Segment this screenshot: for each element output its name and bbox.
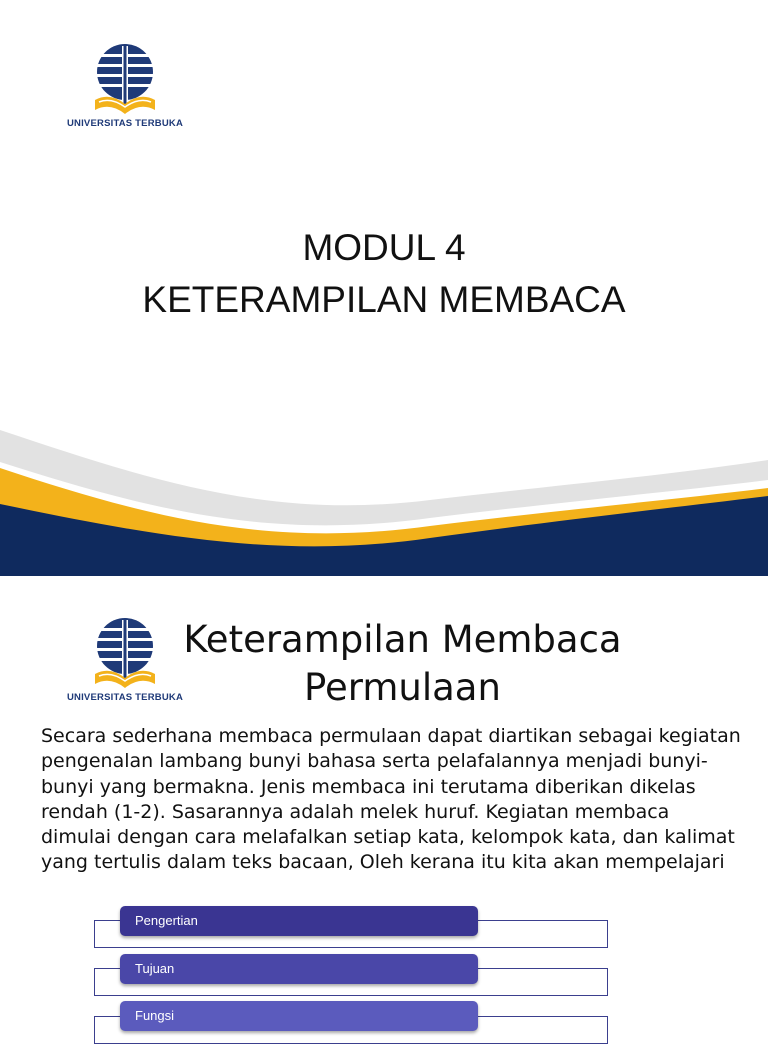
content-title: Keterampilan Membaca Permulaan — [183, 618, 622, 709]
logo-caption: UNIVERSITAS TERBUKA — [66, 692, 184, 703]
title-line-2: KETERAMPILAN MEMBACA — [142, 279, 626, 320]
slide-title — [0, 222, 768, 326]
decorative-waves — [0, 400, 768, 576]
item-pill-tujuan[interactable] — [120, 954, 478, 984]
university-logo — [65, 40, 185, 130]
title-line-1: MODUL 4 — [302, 227, 466, 268]
item-label: Pengertian — [135, 913, 198, 928]
ut-emblem-icon — [65, 40, 185, 120]
item-label: Tujuan — [135, 961, 175, 976]
item-pill-pengertian[interactable] — [120, 906, 478, 936]
item-label: Fungsi — [135, 1008, 175, 1023]
logo-caption: UNIVERSITAS TERBUKA — [66, 118, 184, 129]
item-pill-fungsi[interactable] — [120, 1001, 478, 1031]
content-paragraph: Secara sederhana membaca permulaan dapat diartikan sebagai kegiatan pengenalan lambang bunyi bahasa serta pelafalannya menjadi bunyi-bunyi yang bermakna. Jenis membaca ini terutama diberikan dikelas rendah (1-2). Sasarannya adalah melek huruf. Kegiatan membaca dimulai dengan cara melafalkan setiap kata, kelompok kata, dan kalimat yang tertulis dalam teks bacaan, Oleh kerana itu kita akan mempelajari — [41, 725, 741, 874]
